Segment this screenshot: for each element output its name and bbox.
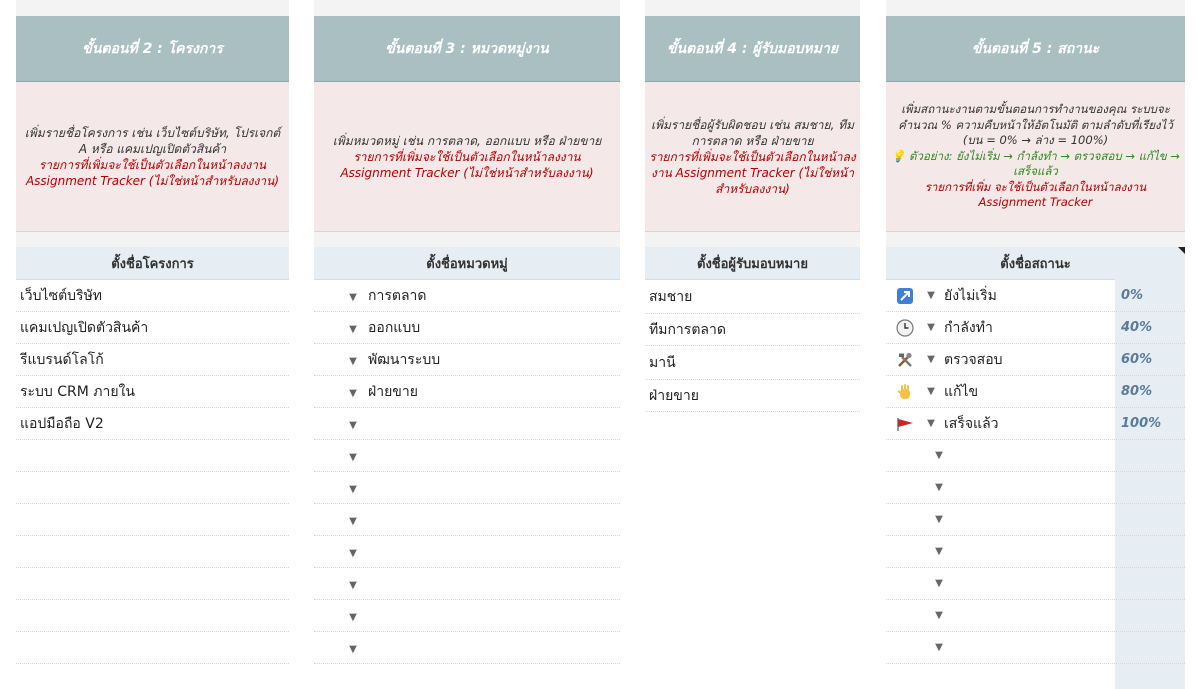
- category-row[interactable]: [314, 280, 620, 312]
- assignee-row[interactable]: [645, 380, 860, 412]
- categories-warning-text: รายการที่เพิ่มจะใช้เป็นตัวเลือกในหน้าลงงาน Assignment Tracker (ไม่ใช่หน้าสำหรับลงงาน): [340, 149, 594, 180]
- status-warning-text: รายการที่เพิ่ม จะใช้เป็นตัวเลือกในหน้าลงงาน Assignment Tracker: [924, 179, 1147, 210]
- dropdown-icon[interactable]: ▼: [349, 451, 357, 463]
- empty-row[interactable]: [314, 440, 620, 472]
- empty-row[interactable]: [886, 472, 1185, 504]
- clock-icon: [894, 317, 916, 339]
- project-row[interactable]: [16, 344, 289, 376]
- projects-list: [16, 247, 289, 689]
- empty-row[interactable]: [16, 568, 289, 600]
- empty-row[interactable]: [16, 440, 289, 472]
- status-example-text: 💡 ตัวอย่าง: ยังไม่เริ่ม → กำลังทำ → ตรวจสอบ → แก้ไข → เสร็จแล้ว: [891, 148, 1180, 179]
- projects-warning-text: รายการที่เพิ่มจะใช้เป็นตัวเลือกในหน้าลงงาน Assignment Tracker (ไม่ใช่หน้าสำหรับลงงาน): [25, 157, 280, 188]
- comment-marker-icon: [1178, 247, 1185, 254]
- dropdown-icon[interactable]: ▼: [349, 355, 357, 367]
- empty-row[interactable]: [886, 600, 1185, 632]
- assignee-row[interactable]: [645, 346, 860, 380]
- red-flag-icon: [894, 413, 916, 435]
- assignees-column: [645, 0, 860, 689]
- empty-row[interactable]: [314, 472, 620, 504]
- empty-row[interactable]: [314, 408, 620, 440]
- status-column: [886, 0, 1185, 689]
- dropdown-icon[interactable]: ▼: [935, 514, 943, 525]
- status-percent: 60%: [1121, 352, 1153, 367]
- assignee-name[interactable]: มานี: [649, 354, 676, 371]
- dropdown-icon[interactable]: ▼: [927, 354, 935, 365]
- status-percent: 100%: [1121, 416, 1162, 431]
- empty-row[interactable]: [16, 472, 289, 504]
- status-row[interactable]: [886, 408, 1185, 440]
- status-percent: 80%: [1121, 384, 1153, 399]
- status-label[interactable]: ยังไม่เริ่ม: [944, 287, 997, 304]
- status-list: [886, 247, 1185, 689]
- projects-info-text: เพิ่มรายชื่อโครงการ เช่น เว็บไซต์บริษัท, โปรเจกต์ A หรือ แคมเปญเปิดตัวสินค้า: [24, 125, 281, 156]
- categories-list-header: ตั้งชื่อหมวดหมู่: [314, 247, 620, 280]
- status-label[interactable]: แก้ไข: [944, 383, 979, 400]
- projects-column: [16, 0, 289, 689]
- assignee-name[interactable]: ทีมการตลาด: [649, 321, 726, 338]
- empty-row[interactable]: [886, 504, 1185, 536]
- tools-icon: [894, 349, 916, 371]
- dropdown-icon[interactable]: ▼: [349, 291, 357, 303]
- empty-row[interactable]: [314, 504, 620, 536]
- empty-row[interactable]: [886, 440, 1185, 472]
- empty-row[interactable]: [314, 632, 620, 664]
- dropdown-icon[interactable]: ▼: [927, 386, 935, 397]
- status-row[interactable]: [886, 280, 1185, 312]
- dropdown-icon[interactable]: ▼: [349, 515, 357, 527]
- projects-header: ขั้นตอนที่ 2 : โครงการ: [16, 16, 289, 82]
- empty-row[interactable]: [314, 536, 620, 568]
- project-row[interactable]: [16, 408, 289, 440]
- categories-header: ขั้นตอนที่ 3 : หมวดหมู่งาน: [314, 16, 620, 82]
- assignees-info-text: เพิ่มรายชื่อผู้รับผิดชอบ เช่น สมชาย, ทีมการตลาด หรือ ฝ่ายขาย: [650, 117, 855, 148]
- assignees-list-header: ตั้งชื่อผู้รับมอบหมาย: [645, 247, 860, 280]
- category-name[interactable]: ฝ่ายขาย: [368, 383, 418, 400]
- dropdown-icon[interactable]: ▼: [935, 450, 943, 461]
- category-row[interactable]: [314, 312, 620, 344]
- projects-list-header: ตั้งชื่อโครงการ: [16, 247, 289, 280]
- assignees-list: [645, 247, 860, 689]
- categories-column: [314, 0, 620, 689]
- dropdown-icon[interactable]: ▼: [927, 418, 935, 429]
- status-list-header-label: ตั้งชื่อสถานะ: [1000, 256, 1071, 272]
- status-percent: 0%: [1121, 288, 1144, 303]
- dropdown-icon[interactable]: ▼: [349, 611, 357, 623]
- projects-description: [16, 82, 289, 232]
- dropdown-icon[interactable]: ▼: [349, 643, 357, 655]
- categories-info-text: เพิ่มหมวดหมู่ เช่น การตลาด, ออกแบบ หรือ ฝ่ายขาย: [332, 133, 602, 148]
- category-name[interactable]: พัฒนาระบบ: [368, 351, 441, 368]
- dropdown-icon[interactable]: ▼: [349, 483, 357, 495]
- status-description: [886, 82, 1185, 232]
- status-label[interactable]: ตรวจสอบ: [944, 351, 1003, 368]
- empty-row[interactable]: [16, 632, 289, 664]
- assignees-description: [645, 82, 860, 232]
- project-row[interactable]: [16, 376, 289, 408]
- assignee-name[interactable]: ฝ่ายขาย: [649, 387, 699, 404]
- dropdown-icon[interactable]: ▼: [927, 322, 935, 333]
- status-label[interactable]: กำลังทำ: [944, 319, 993, 336]
- arrow-box-icon: [894, 285, 916, 307]
- empty-row[interactable]: [16, 504, 289, 536]
- status-row[interactable]: [886, 344, 1185, 376]
- project-name[interactable]: เว็บไซต์บริษัท: [20, 287, 103, 304]
- dropdown-icon[interactable]: ▼: [349, 579, 357, 591]
- category-row[interactable]: [314, 344, 620, 376]
- assignee-row[interactable]: [645, 280, 860, 314]
- project-row[interactable]: [16, 280, 289, 312]
- dropdown-icon[interactable]: ▼: [935, 642, 943, 653]
- dropdown-icon[interactable]: ▼: [927, 290, 935, 301]
- categories-description: [314, 82, 620, 232]
- project-name[interactable]: แอปมือถือ V2: [20, 415, 104, 432]
- status-info-text: เพิ่มสถานะงานตามขั้นตอนการทำงานของคุณ ระบบจะคำนวณ % ความคืบหน้าให้อัตโนมัติ ตามลำดับที่เรียงไว้ (บน = 0% → ล่าง = 100%): [898, 102, 1173, 148]
- status-row[interactable]: [886, 312, 1185, 344]
- empty-row[interactable]: [886, 632, 1185, 664]
- status-header: ขั้นตอนที่ 5 : สถานะ: [886, 16, 1185, 82]
- project-name[interactable]: แคมเปญเปิดตัวสินค้า: [20, 319, 149, 336]
- project-name[interactable]: รีแบรนด์โลโก้: [20, 351, 104, 368]
- project-row[interactable]: [16, 312, 289, 344]
- dropdown-icon[interactable]: ▼: [935, 482, 943, 493]
- dropdown-icon[interactable]: ▼: [935, 578, 943, 589]
- dropdown-icon[interactable]: ▼: [349, 323, 357, 335]
- category-name[interactable]: การตลาด: [368, 287, 427, 304]
- assignee-row[interactable]: [645, 314, 860, 346]
- status-list-header: [886, 247, 1185, 280]
- status-row[interactable]: [886, 376, 1185, 408]
- dropdown-icon[interactable]: ▼: [349, 419, 357, 431]
- project-name[interactable]: ระบบ CRM ภายใน: [20, 383, 135, 400]
- dropdown-icon[interactable]: ▼: [935, 546, 943, 557]
- assignees-header: ขั้นตอนที่ 4 : ผู้รับมอบหมาย: [645, 16, 860, 82]
- assignee-name[interactable]: สมชาย: [649, 288, 693, 305]
- hand-icon: [894, 381, 916, 403]
- categories-list: [314, 247, 620, 689]
- empty-row[interactable]: [314, 568, 620, 600]
- empty-row[interactable]: [16, 600, 289, 632]
- empty-row[interactable]: [314, 600, 620, 632]
- dropdown-icon[interactable]: ▼: [349, 387, 357, 399]
- status-label[interactable]: เสร็จแล้ว: [944, 415, 999, 432]
- empty-row[interactable]: [886, 568, 1185, 600]
- dropdown-icon[interactable]: ▼: [935, 610, 943, 621]
- dropdown-icon[interactable]: ▼: [349, 547, 357, 559]
- empty-row[interactable]: [16, 536, 289, 568]
- empty-row[interactable]: [886, 536, 1185, 568]
- category-row[interactable]: [314, 376, 620, 408]
- status-percent: 40%: [1121, 320, 1153, 335]
- category-name[interactable]: ออกแบบ: [368, 319, 421, 336]
- assignees-warning-text: รายการที่เพิ่มจะใช้เป็นตัวเลือกในหน้าลงงาน Assignment Tracker (ไม่ใช่หน้าสำหรับลงงาน): [649, 149, 856, 196]
